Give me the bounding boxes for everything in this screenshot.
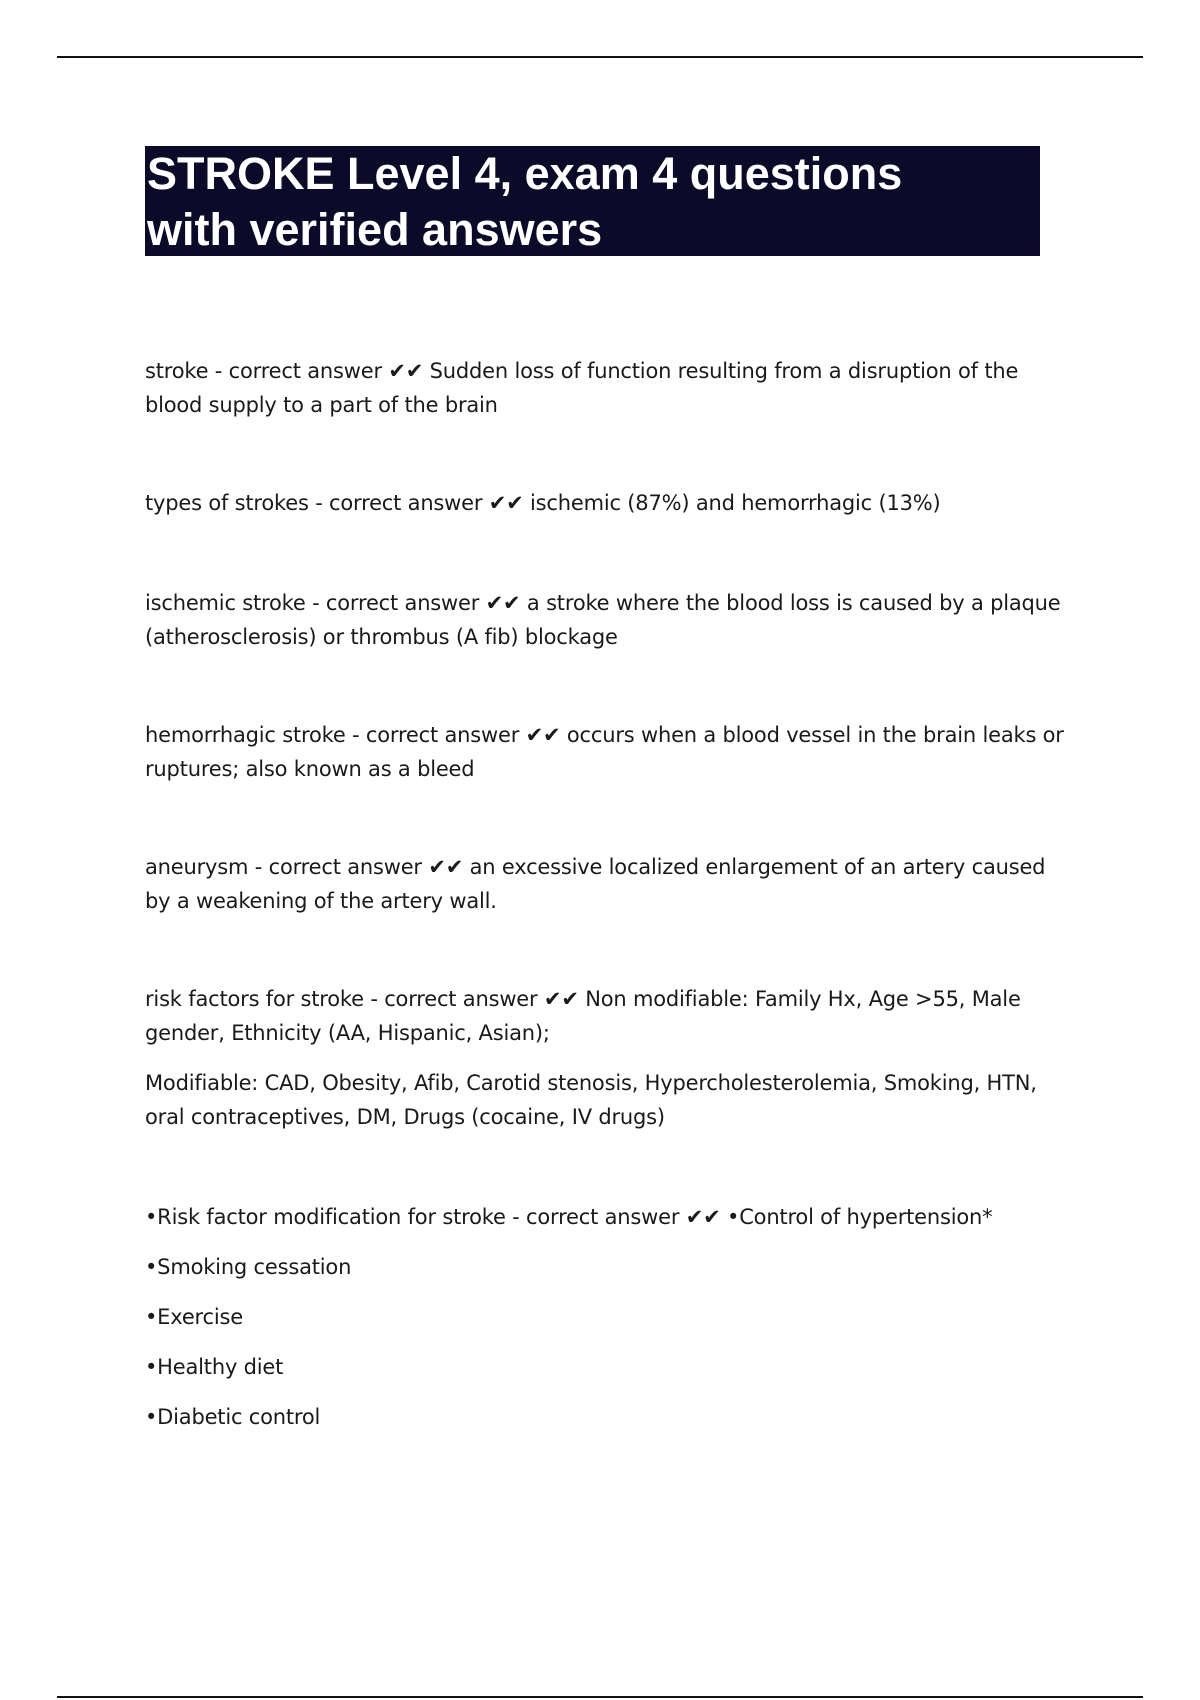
qa-entry-aneurysm	[145, 850, 1065, 918]
qa-answer: Sudden loss of function resulting from a disruption of the blood supply to a part of the brain	[145, 359, 1019, 417]
qa-text	[145, 982, 1065, 1050]
qa-answer-non-modifiable: Non modifiable: Family Hx, Age >55, Male gender, Ethnicity (AA, Hispanic, Asian);	[145, 987, 1021, 1045]
qa-separator: - correct answer ✔✔	[345, 723, 567, 747]
qa-text	[145, 586, 1065, 654]
qa-answer: •Control of hypertension*	[727, 1205, 993, 1229]
qa-term: hemorrhagic stroke	[145, 723, 346, 747]
qa-separator: - correct answer ✔✔	[248, 855, 470, 879]
qa-entry-types-of-strokes	[145, 486, 1065, 520]
bottom-rule	[57, 1696, 1143, 1698]
qa-entry-hemorrhagic-stroke	[145, 718, 1065, 786]
qa-answer: an excessive localized enlargement of an artery caused by a weakening of the artery wall.	[145, 855, 1046, 913]
document-body	[145, 354, 1065, 1498]
qa-term: types of strokes	[145, 491, 309, 515]
qa-text	[145, 718, 1065, 786]
bullet-item: •Smoking cessation	[145, 1255, 352, 1279]
qa-answer: a stroke where the blood loss is caused by a plaque (atherosclerosis) or thrombus (A fib) blockage	[145, 591, 1061, 649]
qa-term: •Risk factor modification for stroke	[145, 1205, 506, 1229]
qa-text	[145, 1200, 1065, 1234]
bullet-item: •Exercise	[145, 1305, 243, 1329]
qa-entry-risk-factors	[145, 982, 1065, 1134]
bullet-item: •Healthy diet	[145, 1355, 284, 1379]
qa-term: ischemic stroke	[145, 591, 306, 615]
qa-term: risk factors for stroke	[145, 987, 364, 1011]
qa-answer: ischemic (87%) and hemorrhagic (13%)	[530, 491, 941, 515]
qa-entry-risk-modification	[145, 1200, 1065, 1434]
qa-separator: - correct answer ✔✔	[305, 591, 527, 615]
qa-separator: - correct answer ✔✔	[505, 1205, 728, 1229]
qa-answer: occurs when a blood vessel in the brain leaks or ruptures; also known as a bleed	[145, 723, 1064, 781]
qa-separator: - correct answer ✔✔	[308, 491, 531, 515]
title-line-2: with verified answers	[147, 204, 603, 255]
qa-entry-stroke	[145, 354, 1065, 422]
title-banner	[145, 146, 1040, 256]
top-rule	[57, 56, 1143, 58]
qa-separator: - correct answer ✔✔	[208, 359, 430, 383]
qa-text	[145, 354, 1065, 422]
qa-answer-modifiable: Modifiable: CAD, Obesity, Afib, Carotid stenosis, Hypercholesterolemia, Smoking, HTN, oral contraceptives, DM, Drugs (cocaine, IV drugs)	[145, 1071, 1037, 1129]
document-title	[147, 146, 1040, 258]
qa-entry-ischemic-stroke	[145, 586, 1065, 654]
bullet-item: •Diabetic control	[145, 1405, 321, 1429]
qa-term: aneurysm	[145, 855, 249, 879]
title-line-1: STROKE Level 4, exam 4 questions	[147, 148, 903, 199]
qa-separator: - correct answer ✔✔	[363, 987, 586, 1011]
qa-text	[145, 486, 1065, 520]
qa-text	[145, 850, 1065, 918]
qa-term: stroke	[145, 359, 209, 383]
